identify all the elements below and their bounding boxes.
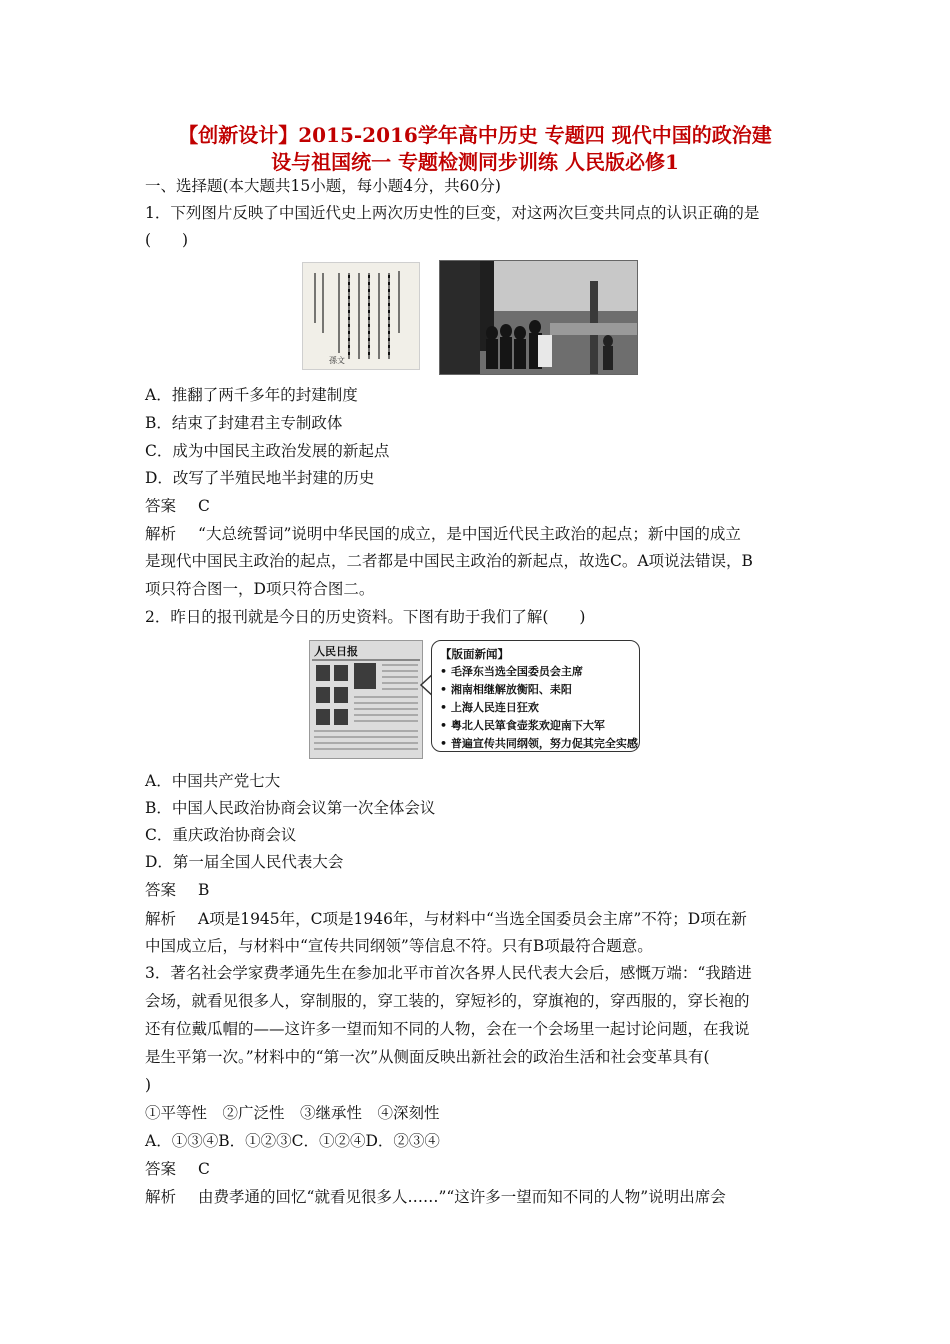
news-item: • 湘南相继解放衡阳、耒阳 bbox=[440, 681, 639, 699]
q3-stem-line-5: ) bbox=[145, 1076, 152, 1094]
answer-value: C bbox=[198, 497, 210, 515]
answer-label: 答案 bbox=[145, 1160, 177, 1178]
answer-label: 答案 bbox=[145, 881, 177, 899]
q1-option-a: A．推翻了两千多年的封建制度 bbox=[145, 386, 358, 404]
q3-stem-line-4: 是生平第一次。”材料中的“第一次”从侧面反映出新社会的政治生活和社会变革具有( bbox=[145, 1048, 710, 1066]
q1-option-d: D．改写了半殖民地半封建的历史 bbox=[145, 469, 375, 487]
q2-option-b: B．中国人民政治协商会议第一次全体会议 bbox=[145, 799, 436, 817]
q2-stem: 2．昨日的报刊就是今日的历史资料。下图有助于我们了解( ) bbox=[145, 608, 586, 626]
document-title bbox=[120, 122, 830, 176]
section-heading: 一、选择题(本大题共15小题，每小题4分，共60分) bbox=[145, 177, 501, 195]
q1-option-c: C．成为中国民主政治发展的新起点 bbox=[145, 442, 390, 460]
founding-ceremony-graphic bbox=[440, 261, 637, 374]
q3-stem-line-2: 会场，就看见很多人，穿制服的，穿工装的，穿短衫的，穿旗袍的，穿西服的，穿长袍的 bbox=[145, 992, 750, 1010]
q1-stem-line-1: 1．下列图片反映了中国近代史上两次历史性的巨变，对这两次巨变共同点的认识正确的是 bbox=[145, 204, 760, 222]
founding-ceremony-photo bbox=[439, 260, 638, 375]
title-line-1: 【创新设计】2015-2016学年高中历史 专题四 现代中国的政治建 bbox=[178, 123, 772, 147]
oath-scroll-graphic bbox=[303, 263, 419, 369]
news-item: • 毛泽东当选全国委员会主席 bbox=[440, 663, 639, 681]
analysis-label: 解析 bbox=[145, 1188, 177, 1206]
news-callout-box bbox=[431, 640, 640, 752]
q3-analysis-line-1 bbox=[145, 1187, 825, 1207]
oath-scroll-image bbox=[302, 262, 420, 370]
q3-items: ①平等性 ②广泛性 ③继承性 ④深刻性 bbox=[145, 1104, 440, 1122]
svg-text:孫文: 孫文 bbox=[329, 356, 345, 365]
q1-option-b: B．结束了封建君主专制政体 bbox=[145, 414, 343, 432]
q2-option-a: A．中国共产党七大 bbox=[145, 772, 281, 790]
newspaper-graphic bbox=[310, 641, 422, 758]
q3-stem-line-3: 还有位戴瓜帽的——这许多一望而知不同的人物，会在一个会场里一起讨论问题，在我说 bbox=[145, 1020, 750, 1038]
q2-answer bbox=[145, 880, 825, 900]
q2-option-c: C．重庆政治协商会议 bbox=[145, 826, 297, 844]
answer-label: 答案 bbox=[145, 497, 177, 515]
q1-analysis-line-1 bbox=[145, 524, 825, 544]
q1-analysis-line-2: 是现代中国民主政治的起点，二者都是中国民主政治的新起点，故选C。A项说法错误，B bbox=[145, 552, 753, 570]
q2-analysis-line-1 bbox=[145, 909, 825, 929]
q3-stem-line-1: 3．著名社会学家费孝通先生在参加北平市首次各界人民代表大会后，感慨万端：“我踏进 bbox=[145, 964, 752, 982]
paper-masthead: 人民日报 bbox=[314, 645, 358, 658]
q1-stem-line-2: ( ) bbox=[145, 231, 189, 249]
q3-options: A．①③④B．①②③C．①②④D．②③④ bbox=[145, 1132, 440, 1150]
news-item: • 粤北人民箪食壶浆欢迎南下大军 bbox=[440, 717, 639, 735]
analysis-text: “大总统誓词”说明中华民国的成立，是中国近代民主政治的起点；新中国的成立 bbox=[198, 525, 741, 543]
q3-answer bbox=[145, 1159, 825, 1179]
analysis-text: A项是1945年，C项是1946年，与材料中“当选全国委员会主席”不符；D项在新 bbox=[198, 910, 747, 928]
q1-answer bbox=[145, 496, 825, 516]
q2-option-d: D．第一届全国人民代表大会 bbox=[145, 853, 344, 871]
news-item: • 上海人民连日狂欢 bbox=[440, 699, 639, 717]
answer-value: B bbox=[198, 881, 210, 899]
analysis-label: 解析 bbox=[145, 910, 177, 928]
answer-value: C bbox=[198, 1160, 210, 1178]
title-line-2: 设与祖国统一 专题检测同步训练 人民版必修1 bbox=[271, 150, 679, 174]
analysis-text: 由费孝通的回忆“就看见很多人……”“这许多一望而知不同的人物”说明出席会 bbox=[198, 1188, 726, 1206]
q2-analysis-line-2: 中国成立后，与材料中“宣传共同纲领”等信息不符。只有B项最符合题意。 bbox=[145, 937, 653, 955]
q1-analysis-line-3: 项只符合图一，D项只符合图二。 bbox=[145, 580, 375, 598]
news-item: • 普遍宣传共同纲领，努力促其完全实感 bbox=[440, 735, 639, 753]
news-callout-title: 【版面新闻】 bbox=[440, 647, 509, 661]
newspaper-image bbox=[309, 640, 423, 759]
analysis-label: 解析 bbox=[145, 525, 177, 543]
